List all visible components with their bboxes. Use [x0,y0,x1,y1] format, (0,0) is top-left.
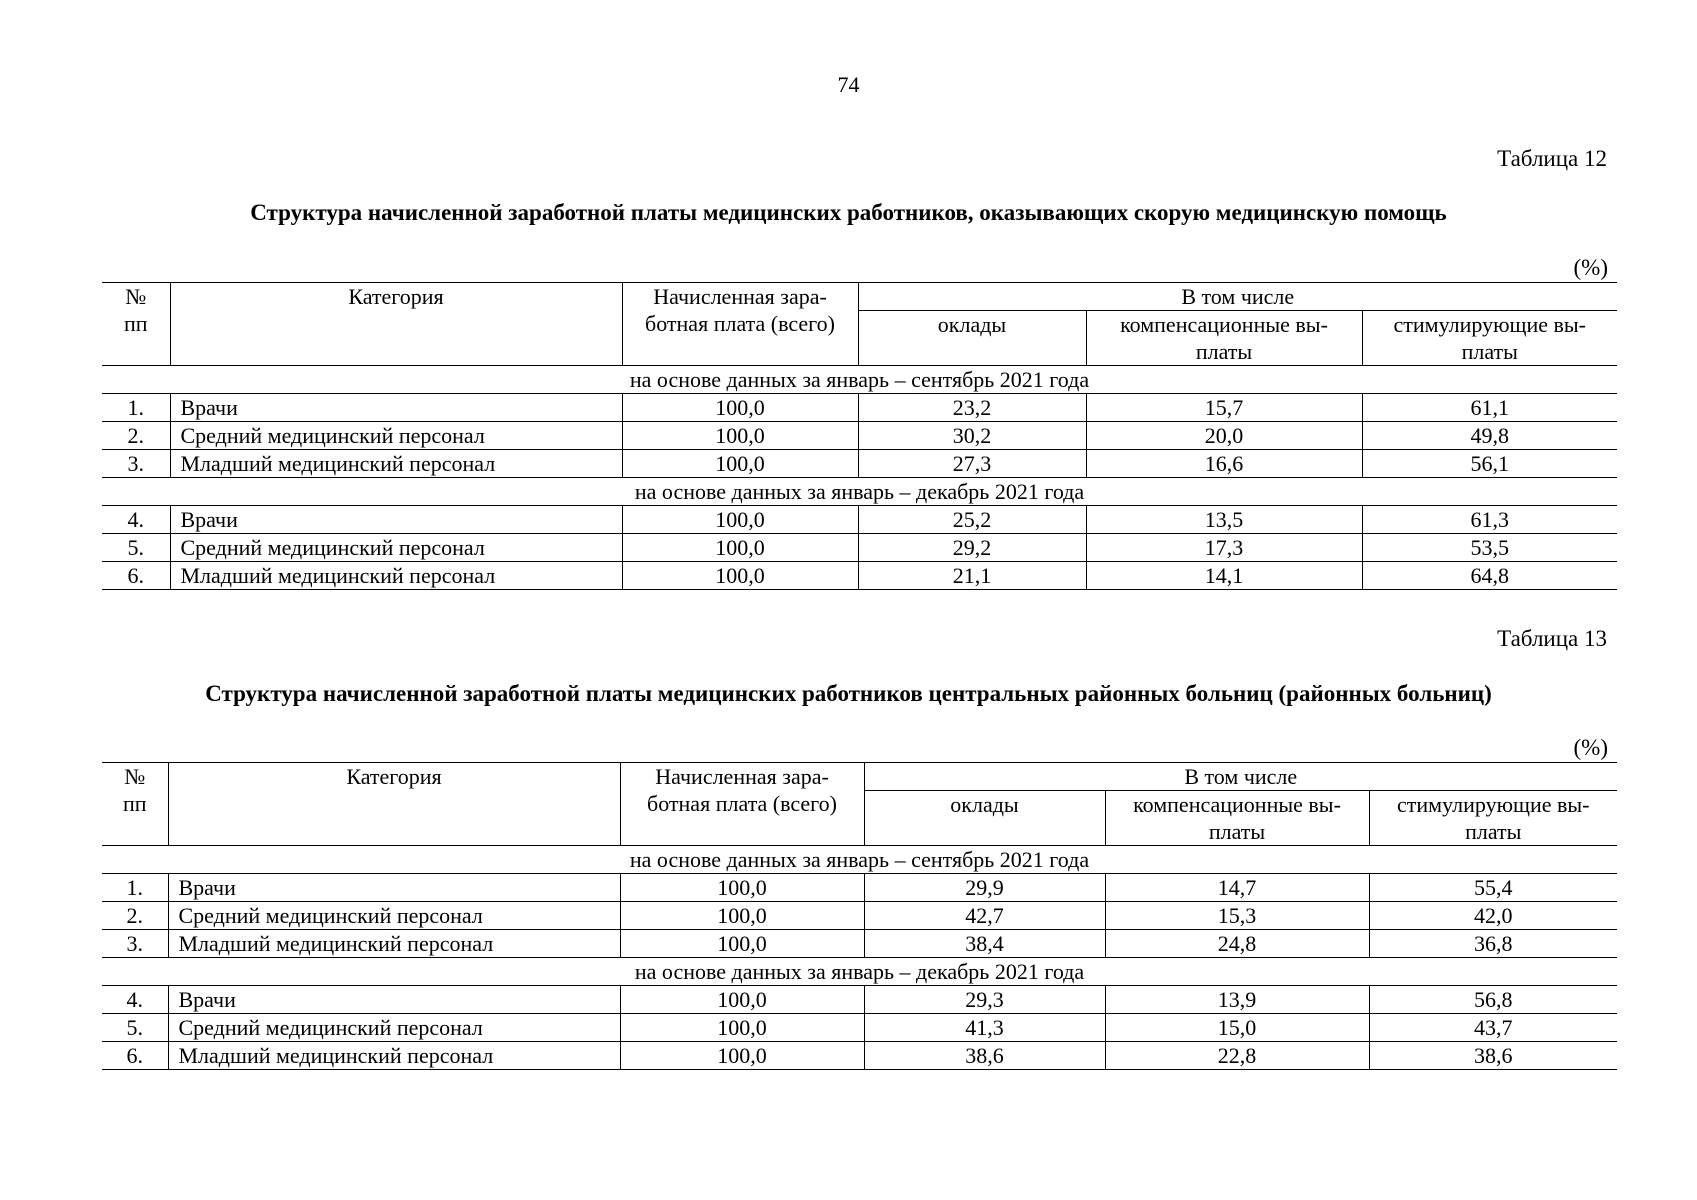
header-num: № пп [102,763,168,846]
header-salaries: оклады [858,311,1086,366]
header-num: № пп [102,283,170,366]
section-row: на основе данных за январь – декабрь 2021 года [102,478,1617,506]
table-row: 5. Средний медицинский персонал 100,0 41,3 15,0 43,7 [102,1014,1617,1042]
header-salaries: оклады [864,791,1105,846]
table-12-unit: (%) [1573,255,1608,280]
table-row: 4. Врачи 100,0 25,2 13,5 61,3 [102,506,1617,534]
header-total: Начисленная зара- ботная плата (всего) [622,283,858,366]
table-row: 5. Средний медицинский персонал 100,0 29,2 17,3 53,5 [102,534,1617,562]
table-row: 2. Средний медицинский персонал 100,0 42,7 15,3 42,0 [102,902,1617,930]
table-header-row [102,283,1617,311]
table-13-label: Таблица 13 [1497,626,1607,651]
section-row: на основе данных за январь – сентябрь 2021 года [102,846,1617,874]
header-category: Категория [168,763,620,846]
table-13 [102,762,1617,1070]
section-row: на основе данных за январь – декабрь 2021 года [102,958,1617,986]
header-including: В том числе [864,763,1617,791]
table-row: 1. Врачи 100,0 23,2 15,7 61,1 [102,394,1617,422]
table-row: 1. Врачи 100,0 29,9 14,7 55,4 [102,874,1617,902]
header-category: Категория [170,283,622,366]
header-including: В том числе [858,283,1617,311]
header-compensation: компенсационные вы- платы [1086,311,1362,366]
page-number: 74 [837,72,860,97]
header-incentive: стимулирующие вы- платы [1362,311,1617,366]
header-incentive: стимулирующие вы- платы [1369,791,1617,846]
table-row: 6. Младший медицинский персонал 100,0 21,1 14,1 64,8 [102,562,1617,590]
table-12 [102,282,1617,590]
table-12-title: Структура начисленной заработной платы медицинских работников, оказывающих скорую медицинскую помощь [250,200,1447,225]
table-row: 3. Младший медицинский персонал 100,0 38,4 24,8 36,8 [102,930,1617,958]
header-total: Начисленная зара- ботная плата (всего) [620,763,864,846]
table-row: 3. Младший медицинский персонал 100,0 27,3 16,6 56,1 [102,450,1617,478]
section-row: на основе данных за январь – сентябрь 2021 года [102,366,1617,394]
table-row: 4. Врачи 100,0 29,3 13,9 56,8 [102,986,1617,1014]
header-compensation: компенсационные вы- платы [1105,791,1369,846]
table-row: 2. Средний медицинский персонал 100,0 30,2 20,0 49,8 [102,422,1617,450]
table-13-unit: (%) [1573,735,1608,760]
table-12-label: Таблица 12 [1497,146,1607,171]
table-header-row [102,763,1617,791]
table-row: 6. Младший медицинский персонал 100,0 38,6 22,8 38,6 [102,1042,1617,1070]
table-13-title: Структура начисленной заработной платы медицинских работников центральных районных больниц (районных больниц) [205,681,1492,706]
